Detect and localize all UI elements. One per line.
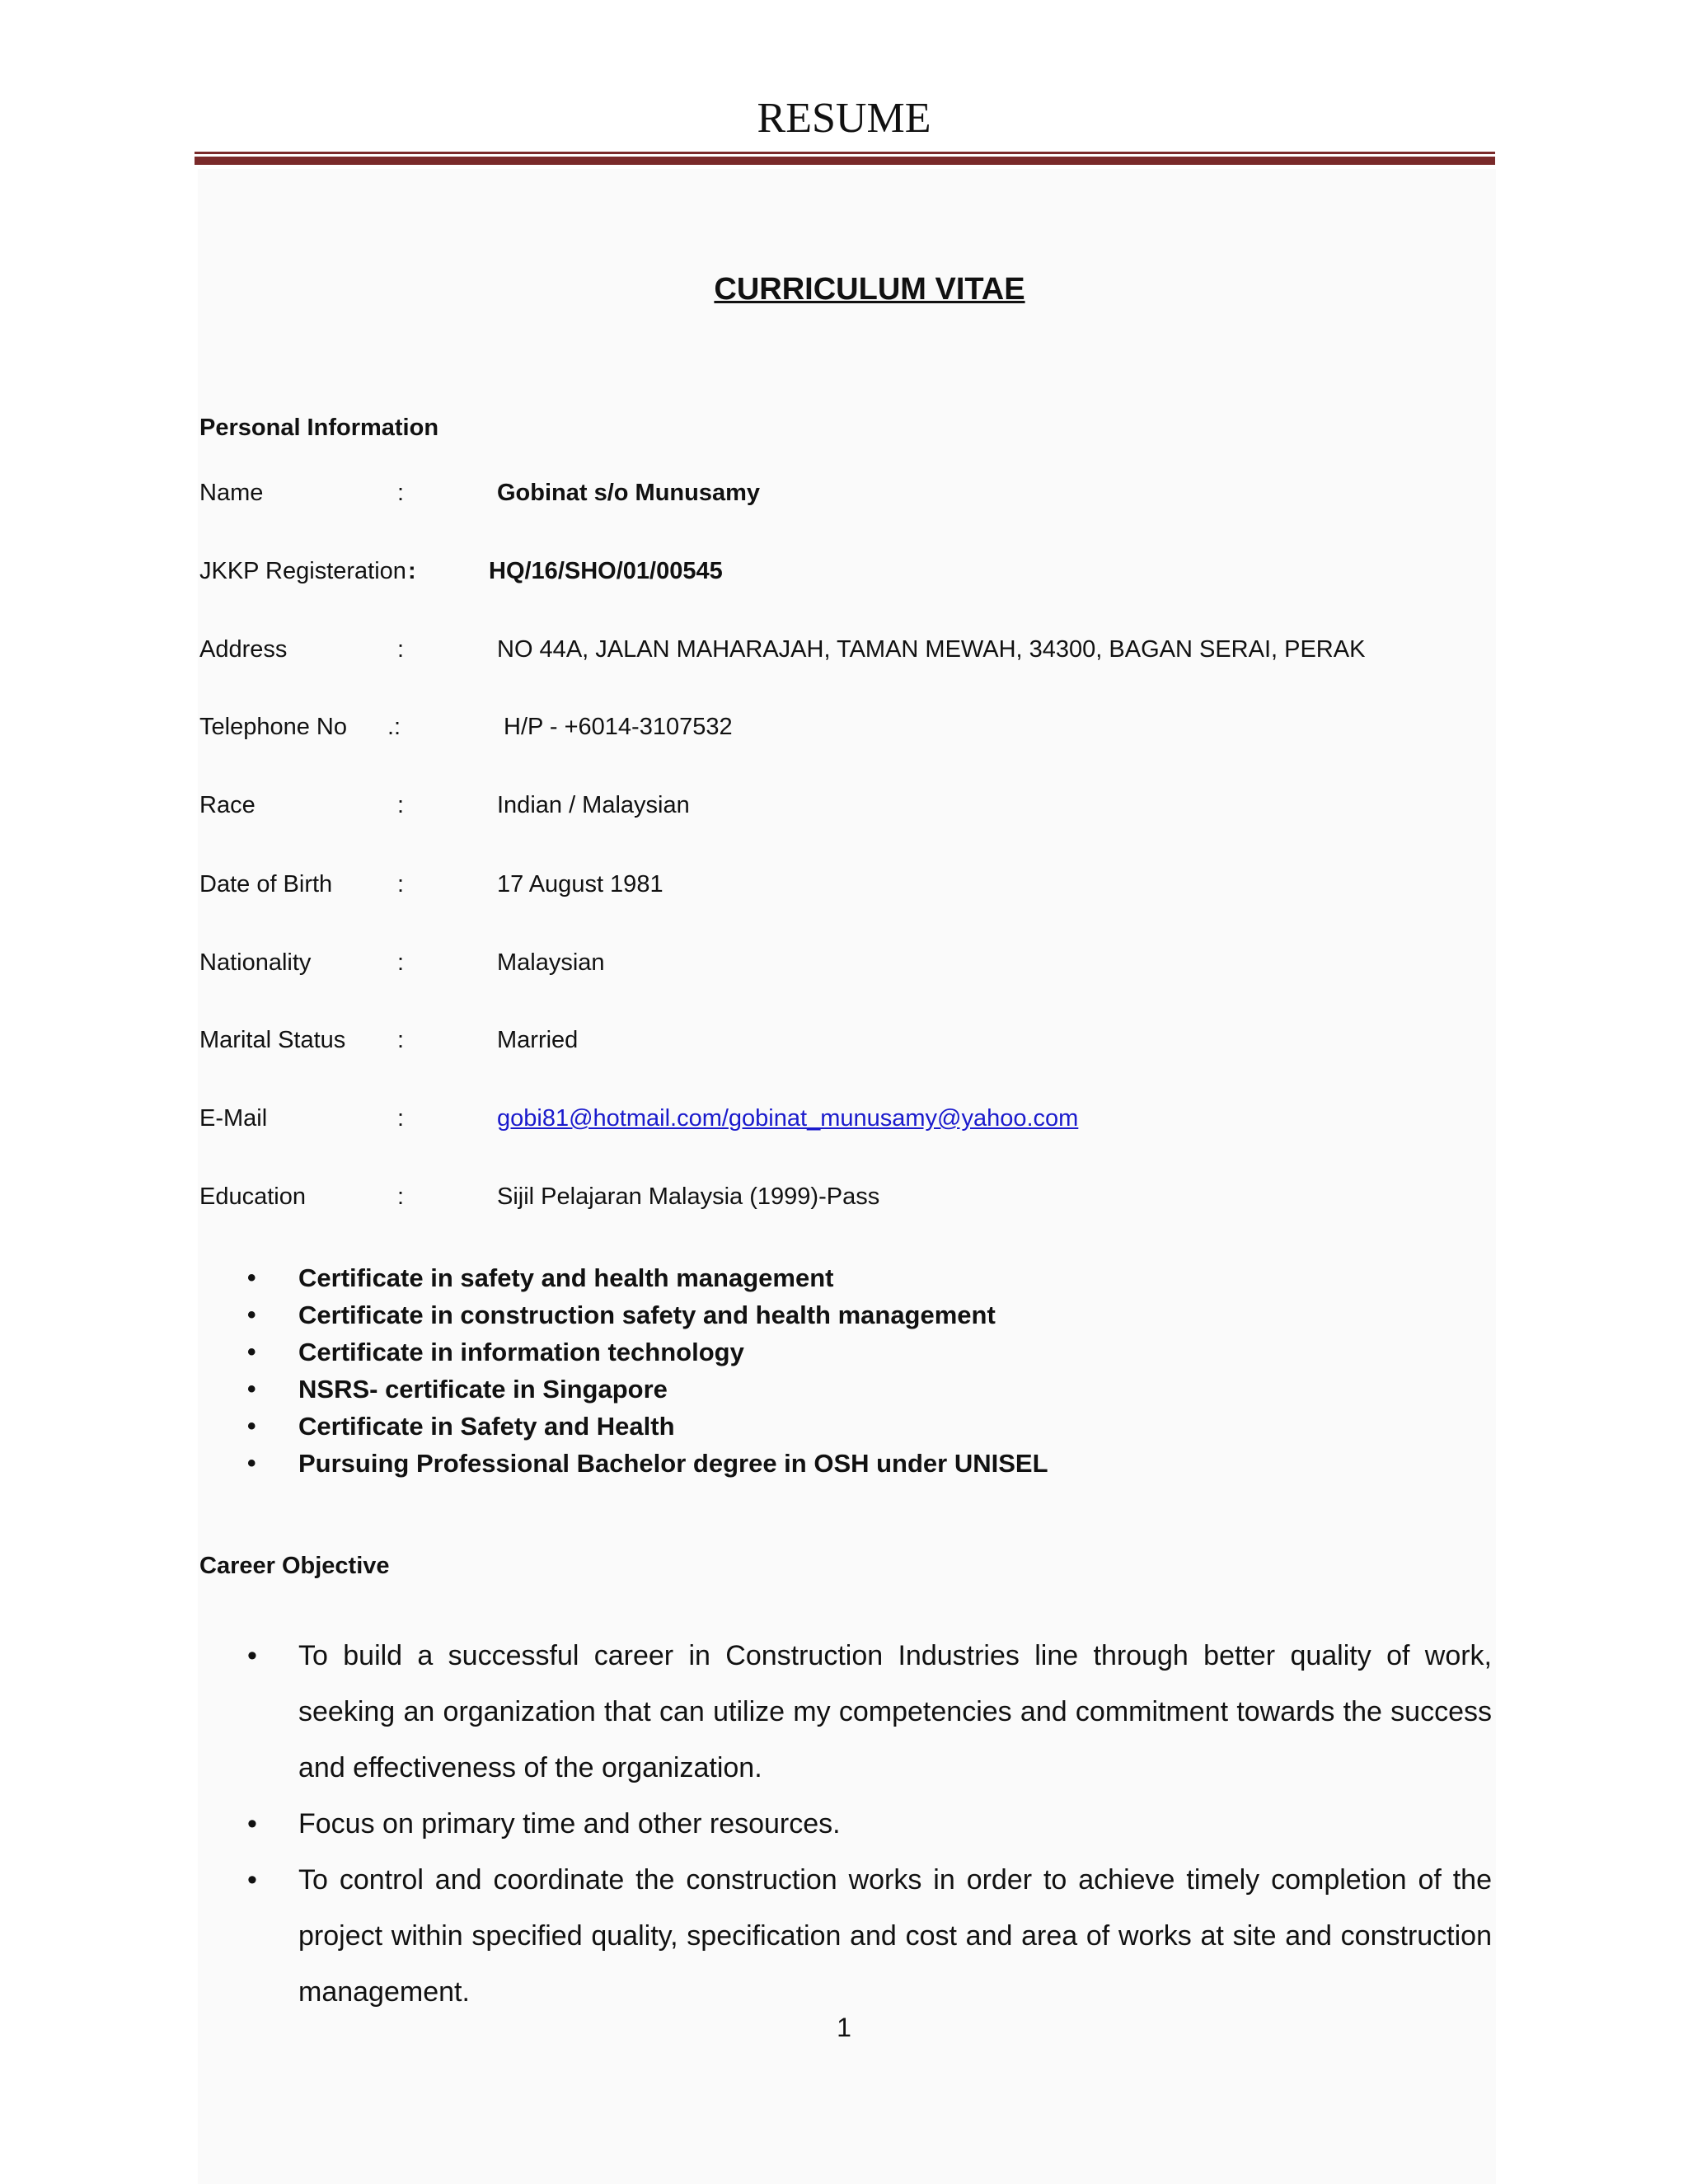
name-value: Gobinat s/o Munusamy [497,480,761,506]
objective-text: To build a successful career in Construction Industries line through better quality of work, seeking an organization that can utilize my competencies and commitment towards the success and effectiveness of the organization. [298,1640,1492,1783]
career-objectives-list [247,1628,1492,2020]
certificate-text: Certificate in information technology [298,1338,744,1366]
education-value: Sijil Pelajaran Malaysia (1999)-Pass [497,1183,880,1210]
bullet-icon: • [247,1264,256,1291]
marital-status-colon: : [397,1027,405,1053]
list-item [247,1628,1492,1796]
dob-colon: : [397,871,405,898]
email-colon: : [397,1105,405,1132]
list-item [247,1796,1492,1852]
bullet-icon: • [247,1808,257,1840]
telephone-colon: .: [387,714,401,740]
dob-value: 17 August 1981 [497,871,663,898]
list-item [247,1259,1048,1296]
race-colon: : [397,792,405,818]
marital-status-label: Marital Status [199,1027,346,1053]
list-item [247,1333,1048,1371]
jkkp-value: HQ/16/SHO/01/00545 [489,558,723,584]
certificate-text: Certificate in safety and health management [298,1263,834,1292]
email-link-yahoo[interactable]: gobinat_munusamy@yahoo.com [728,1105,1079,1132]
education-colon: : [397,1183,405,1210]
certificate-text: Pursuing Professional Bachelor degree in OSH under UNISEL [298,1449,1048,1478]
header-rule-thick [195,157,1495,165]
email-values [497,1105,1078,1132]
nationality-value: Malaysian [497,949,605,976]
list-item [247,1852,1492,2020]
bullet-icon: • [247,1413,256,1440]
email-link-hotmail[interactable]: gobi81@hotmail.com/ [497,1105,729,1132]
dob-label: Date of Birth [199,871,333,898]
race-label: Race [199,792,256,818]
jkkp-colon: : [408,558,416,584]
email-label: E-Mail [199,1105,268,1132]
address-value: NO 44A, JALAN MAHARAJAH, TAMAN MEWAH, 34300, BAGAN SERAI, PERAK [497,636,1366,663]
bullet-icon: • [247,1864,257,1896]
address-colon: : [397,636,405,663]
list-item [247,1296,1048,1333]
marital-status-value: Married [497,1027,579,1053]
certificates-list [247,1259,1048,1482]
resume-header-title: RESUME [757,95,931,142]
objective-text: To control and coordinate the construction works in order to achieve timely completion of the project within specified quality, specification and cost and area of works at site and construction management. [298,1864,1492,2008]
certificate-text: NSRS- certificate in Singapore [298,1375,668,1404]
list-item [247,1371,1048,1408]
certificate-text: Certificate in construction safety and health management [298,1301,996,1329]
bullet-icon: • [247,1450,256,1477]
education-label: Education [199,1183,306,1210]
page-number: 1 [837,2013,851,2042]
telephone-label: Telephone No [199,714,347,740]
career-objective-heading: Career Objective [199,1553,390,1579]
address-label: Address [199,636,288,663]
race-value: Indian / Malaysian [497,792,690,818]
personal-info-heading: Personal Information [199,415,439,441]
certificate-text: Certificate in Safety and Health [298,1412,675,1441]
name-colon: : [397,480,405,506]
jkkp-label: JKKP Registeration [199,558,406,584]
nationality-label: Nationality [199,949,312,976]
bullet-icon: • [247,1376,256,1403]
list-item [247,1408,1048,1445]
name-label: Name [199,480,264,506]
objective-text: Focus on primary time and other resources. [298,1808,841,1840]
bullet-icon: • [247,1640,257,1671]
bullet-icon: • [247,1301,256,1329]
cv-title: CURRICULUM VITAE [714,272,1025,307]
list-item [247,1445,1048,1482]
nationality-colon: : [397,949,405,976]
telephone-value: H/P - +6014-3107532 [504,714,733,740]
header-rule-thin [195,152,1495,154]
bullet-icon: • [247,1338,256,1366]
